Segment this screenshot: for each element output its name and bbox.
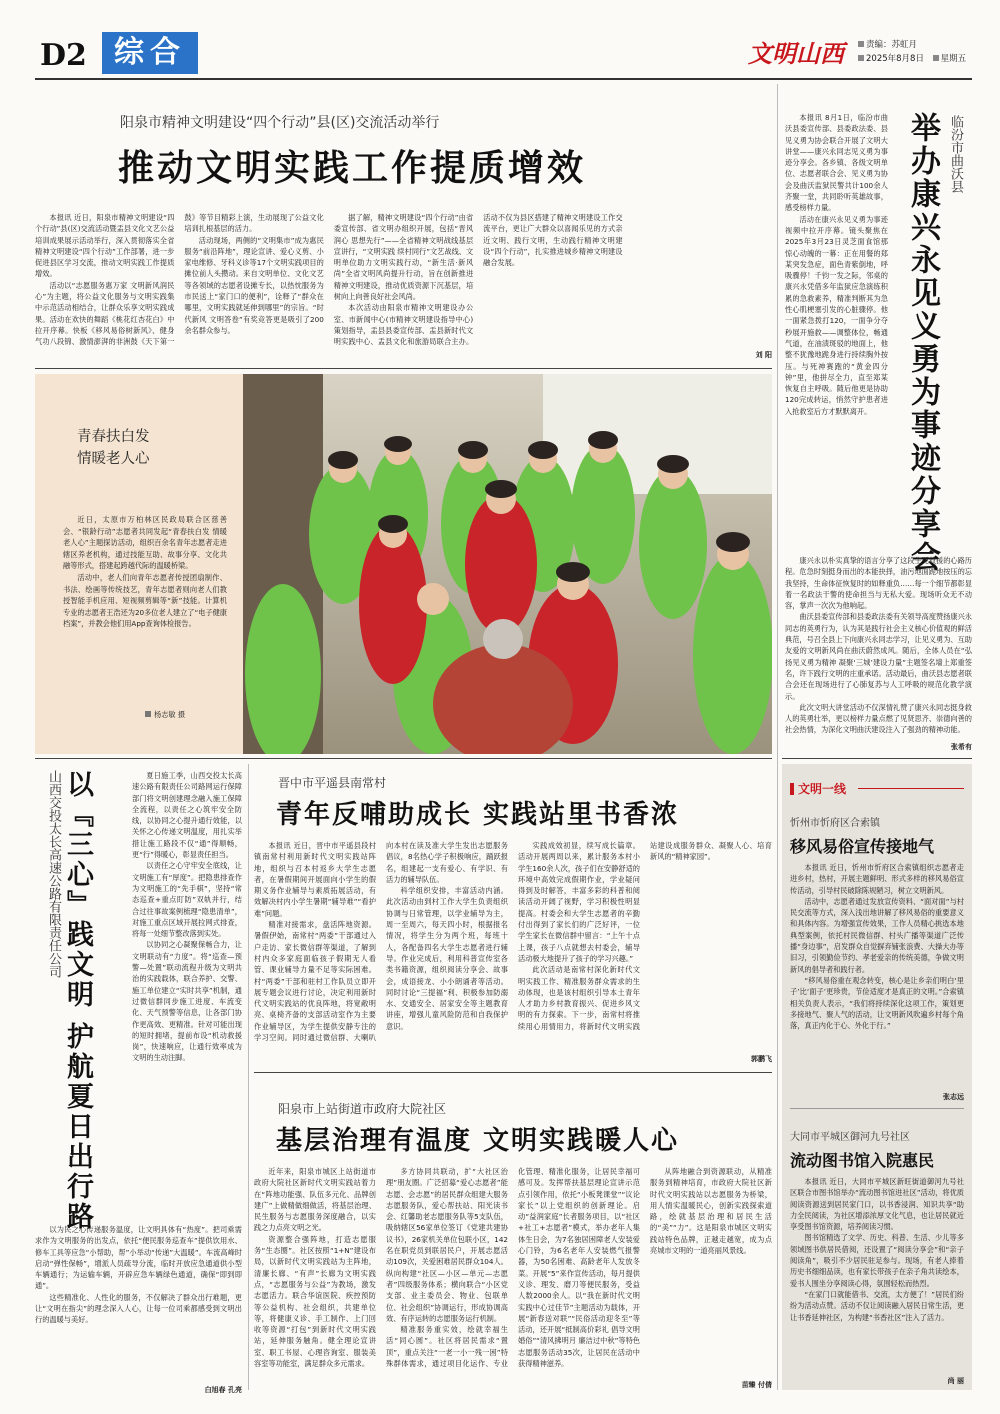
photo-credit: 杨志敏 摄 — [145, 710, 185, 720]
sidebar-paragraph: 本报讯 近日，忻州市忻府区合索镇组织志愿者走进乡村，热村，开展主题鲜明、形式多样的移风易俗宣传活动，引导村民破除陈规陋习，树立文明新风。 — [790, 863, 964, 895]
sidebar-story2-headline: 流动图书馆入院惠民 — [790, 1151, 935, 1170]
photo-caption-box — [35, 374, 243, 754]
article4-headline: 青年反哺助成长 实践站里书香浓 — [276, 800, 680, 830]
article4-paragraph: 科学组织安排，丰富活动内涵。此次活动由到村工作大学生负责组织协调与日常管理，以学业辅导为主，周一至周六，每天四小时，根据报名情况，将学生分为两个班，每班十人，各配备四名大学生志愿者进行辅导。作业完成后，利用科普宣传室各类书籍资源，组织阅读分享会、故事会，成语接龙、小小朗诵者等活动。同时讨论“三提福”利、积极参加防溺水、交通安全、居家安全等主题教育讲座，增强儿童风险防范和自我保护意识。 — [386, 886, 508, 1031]
face — [417, 583, 449, 615]
article3-paragraph: 这些精准化、人性化的服务，不仅解决了群众出行难题，更让“文明在指尖”的理念深入人心，让每一位司乘都感受到文明出行的温暖与美好。 — [35, 1292, 242, 1325]
caption-paragraph: 活动中，老人们向青年志愿者传授团扇制作、书法、绘画等传统技艺，青年志愿者则向老人们教授智能手机应用、短视频剪辑等“新”技能。计算机专业的志愿者王浩还为20多位老人建立了“电子健康档案”，并教会他们用App查询体检报告。 — [63, 572, 227, 629]
page-number: D2 — [40, 38, 87, 73]
volunteer-figure — [693, 554, 772, 754]
sidebar-story2-kicker: 大同市平城区御河九号社区 — [790, 1132, 910, 1143]
photo-caption-text — [63, 514, 227, 630]
volunteer-figure — [571, 444, 635, 584]
hair-shape — [384, 436, 412, 452]
article2-bottom-rule — [782, 758, 972, 759]
article3-paragraph: 以为民之心传递服务温度，让文明具体有“热度”。把司乘需求作为文明服务的出发点，依托“便民服务巡查车”提供饮用水、修车工具等应急“小帮助，帮”小举动“传递”大温暖”。车流高峰时启动“弹性保畅”，增派人员疏导分流，临时开放应急通道供小型车辆通行；为运输车辆，开辟应急车辆绿色通道，确保“即到即通”。 — [35, 1225, 242, 1291]
article5-paragraph: 多方协同共联动，扩“大社区治理”朋友圈。广泛招募“爱心志愿者”能志愿、会志愿”的居民群众组建大服务志愿服务队，爱心帮扶站、阳光读书会、红馨助老志愿服务队等5支队伍，吸纳辖区56家单位签订《党建共建协议书》，26家机关单位包联小区，142名在职党员到联居民户，开展志愿活动109次，关爱困难居民群众104人。纵向构建“社区—小区—单元—志愿者”四级服务体系；横向联合“小区党支部、业主委员会、物业、包联单位、社会组织”协调运行，形成协调高效、有序运转的志愿服务运行机制。 — [386, 1167, 508, 1323]
article5-paragraph: 近年来，阳泉市城区上站街道市政府大院社区新时代文明实践站着力在“阵地功能强、队伍多元化、品牌创建广”上做精做细做活，将基层治理、民生服务与志愿服务深度融合，以实践之力点亮文明之光。 — [254, 1167, 376, 1233]
hair-shape — [328, 451, 358, 469]
hair-shape — [556, 562, 590, 582]
sidebar-paragraph: “在家门口就能借书、交流，太方便了！”居民们纷纷为活动点赞。活动不仅让阅读融入居民日常生活，更让书香延伸社区，为构建“书香社区”注入了活力。 — [790, 1289, 964, 1322]
square-icon — [858, 41, 864, 47]
hair-shape — [716, 532, 750, 552]
hair-shape — [485, 480, 517, 498]
article5-headline: 基层治理有温度 文明实践暖人心 — [276, 1126, 680, 1156]
article4-paragraph: 精准对接需求，盘活阵地资源。暑假伊始，南常村“两委”干部通过入户走访、家长微信群等渠道，了解到村内众多家庭面临孩子假期无人看管、课业辅导力量不足等实际困难。村“两委”干部和驻村工作队员立即开展专题会议进行讨论，决定利用新时代文明实践站的优良阵地，将宽敞明亮、桌椅齐备的支部活动室作为主要作业辅导区，为学生提供安静专注的学习空间。同时通过微信群、大喇叭向本村在读及准大学生发出志愿服务倡议，8名热心学子积极响应，踊跃报名，组建起一支有爱心、有学识、有活力的辅导队伍。 — [254, 841, 508, 1043]
article1-byline: 刘 阳 — [755, 351, 772, 359]
caption-title-line: 情暖老人心 — [77, 451, 150, 467]
article1-paragraph: 活动以“志愿服务惠万家 文明新风润民心”为主题，将公益文化服务与文明实践集中示范活动相结合，让群众乐享文明实践成果。活动在欢快的舞蹈《桃花红杏花白》中拉开序幕。快板《移风易俗树新风》、健身气功八段锦、激情澎湃的非洲鼓《天下第一鼓》等节目精彩上演，生动展现了公益文化培训扎根基层的活力。 — [35, 213, 324, 347]
article2-paragraph: 康兴永以朴实真挚的语言分享了这段生死救援的心路历程。危急时刻挺身而出的本能抉择，油污地面跪地按压的忘我坚持，生命体征恢复时的如释重负……每一个细节都彰显着一名政法干警的使命担当与无私大爱。现场听众无不动容，掌声一次次为他响起。 — [785, 556, 972, 611]
paper-logo: 文明山西 — [748, 39, 844, 68]
volunteer-figure — [639, 469, 707, 619]
hair-shape — [588, 431, 618, 449]
article3-body-bottom — [35, 1224, 242, 1382]
article3-paragraph: 以责任之心守牢安全底线，让文明施工有“厚度”。把隐患排查作为文明施工的“先手棋”，坚持“常态巡查+重点盯防”双轨并行，结合过往事故案例梳理“隐患清单”，对施工重点区域开展拉网式排查，将每一处细节整改落到实处。 — [132, 861, 242, 939]
article3-paragraph: 以协同之心凝聚保畅合力，让文明联动有“力度”。将“巡查—预警—处置”联动流程升级为文明共治的实践载体，联合养护、交警、施工单位建立“实时共享”机制，通过微信群同步施工进度、车流变化、天气预警等信息，让各部门协作更高效、更精准。针对可能出现的短时拥堵，提前布设“机动救援岗”，快速响应，让通行效率成为文明的生动注脚。 — [132, 940, 242, 1063]
article5-paragraph: 资源整合强阵地，打造志愿服务“生态圈”。社区按照“1+N”建设布局，以新时代文明实践站为主阵地，清廉长廊、“有声”长廊为文明实践点，“志愿服务与公益”为教场，激发志愿活力。联合华谊医院、疾控预防等公益机构、社会组织，共建单位等，将健康义诊、手工制作、上门回收等资源“打包”到新时代文明实践站，延伸服务触角。健全理论宣讲室、职工书屋、心理咨询室、服装美容室等功能室，满足群众多元需求。 — [254, 1234, 376, 1369]
sidebar-story1-headline: 移风易俗宣传接地气 — [790, 837, 935, 856]
article1-body — [35, 212, 772, 352]
article4-bottom-rule — [254, 1072, 772, 1073]
hair-shape — [657, 455, 689, 473]
section-label: 综合 — [102, 32, 198, 74]
sidebar-divider — [790, 1108, 964, 1109]
article4-byline: 郭鹏飞 — [751, 1055, 772, 1063]
article2-paragraph: 本报讯 8月1日，临汾市曲沃县委宣传部、县委政法委、县见义勇为协会联合开展了文明大讲堂——康兴永同志见义勇为事迹分享会。各乡镇、各级文明单位、志愿者联合会、见义勇为协会及曲沃监狱民警共计100余人齐聚一堂，共同聆听英雄故事，感受榜样力量。 — [785, 113, 888, 213]
article4-paragraph: 实践成效初显，续写成长篇章。活动开展两周以来，累计服务本村小学生160余人次，孩子们在安静舒适的环境中高效完成假期作业，学业疑问得到及时解答，丰富多彩的科普和阅读活动开阔了视野，学习积极性明显提高。村委会和大学生志愿者的辛勤付出得到了家长们的广泛好评，一位学生家长在微信群中留言：“上午十点上课，孩子八点就想去村委会，辅导活动极大地提升了孩子的学习兴趣。” — [518, 841, 640, 963]
square-icon — [145, 711, 151, 717]
caption-title-line: 青春扶白发 — [77, 429, 150, 445]
photo-caption-title — [77, 426, 150, 470]
photo-bottom-rule — [35, 758, 772, 759]
article1-paragraph: 据了解，精神文明建设“四个行动”由省委宣传部、省文明办组织开展，包括“晋风润心 思想先行”——全省精神文明战线基层宣讲行，“文明实践 续村同行”文艺战线、文明单位助力文明实践行动，“新生活·新风尚”全省文明风尚提升行动，旨在创新推进精神文明建设，推动优质资源下沉基层，培树向上向善良好社会风尚。 — [333, 213, 474, 302]
article2-body-bottom — [785, 555, 972, 740]
hair-shape — [528, 441, 558, 459]
article2-paragraph: 此次文明大讲堂活动不仅深情礼赞了康兴永同志挺身救人的英勇壮举，更以榜样力量点燃了见贤思齐、崇德向善的社会热情，为深化文明曲沃建设注入了强劲的精神动能。 — [785, 702, 972, 735]
red-bar-icon — [790, 783, 794, 795]
article1-paragraph: 活动现场，两侧的“文明集市”成为惠民服务“前沿阵地”，理论宣讲、爱心义剪、小家电维修、牙科义诊等17个文明实践项目的摊位前人头攒动。来自文明单位、文化文艺等各领域的志愿者设摊专长，以热忱服务为市民送上“家门口的便利”，诠释了“群众在哪里，文明实践就延伸到哪里”的宗旨。“时代新风 文明答卷”有奖竞答更是吸引了200余名群众参与。 — [184, 235, 324, 335]
article2-body-top — [785, 112, 888, 552]
article1-paragraph: 本报讯 近日，阳泉市精神文明建设“四个行动”县(区)交流活动暨盂县文化文艺公益培训成果展示活动举行，深入贯彻落实全省精神文明建设“四个行动”工作部署，进一步促进县区学习交流，推动文明实践工作提质增效。 — [35, 213, 175, 279]
article3-body-top — [132, 770, 242, 1220]
sidebar-label-rule — [858, 788, 964, 789]
right-column-divider — [777, 84, 778, 1390]
date-line: 2025年8月8日 星期五 — [858, 52, 966, 64]
caption-paragraph: 近日，太原市万柏林区民政局联合区慈善会、“银龄行动”志愿者共同发起“青春扶白发 情暖老人心”主题探访活动，组织百余名青年志愿者走进辖区养老机构，通过技能互助、故事分享、文化共融等形式，搭建起跨越代际的温暖桥梁。 — [63, 515, 227, 571]
sidebar-story2-body — [790, 1176, 964, 1374]
sidebar-paragraph: 本报讯 近日，大同市平城区新旺街道御河九号社区联合市图书馆举办“流动图书馆进社区”活动，将优质阅读资源送到居民家门口，以书香浸润、知识共享“助力全民阅读，为社区增添浓厚文化气息，也让居民就近享受图书馆资源，培养阅读习惯。 — [790, 1177, 964, 1232]
article3-paragraph: 夏日施工季，山西交投太长高速公路有限责任公司路网运行保障部门将文明创建理念融入施工保障全流程，以责任之心筑牢安全防线，以协同之心提升通行效能，以关怀之心传递文明温度，用扎实举措让施工路段不仅“通”得顺畅，更“行”得暖心，彰显责任担当。 — [132, 771, 242, 860]
article2-paragraph: 曲沃县委宣传部和县委政法委有关领导高度赞扬康兴永同志的英勇行为，认为其是践行社会主义核心价值观的鲜活典范，号召全县上下向康兴永同志学习，让见义勇为、互助友爱的文明新风尚在曲沃蔚然成风。随后，全体人员在“弘扬见义勇为精神 凝聚‘三城’建设力量”主题签名墙上郑重签名，许下践行文明的庄重承诺。活动最后，曲沃县志愿者联合会还在现场进行了心肺复苏与人工呼吸的规范化教学演示。 — [785, 612, 972, 701]
article5-byline: 苗臻 付倩 — [741, 1381, 772, 1389]
article1-kicker: 阳泉市精神文明建设“四个行动”县(区)交流活动举行 — [120, 115, 440, 131]
editor-line: 责编：苏虹月 — [858, 38, 917, 50]
article5-paragraph: 从阵地融合到资源联动，从精准服务到精神培育，市政府大院社区新时代文明实践站以志愿服务为桥梁，用人情实温暖民心，创新实践探索道路，绘就基层治理和居民生活的“美”“力”。这是阳泉市城区文明实践站特色品牌，正越走越宽，成为点亮城市文明的一道亮丽风景线。 — [650, 1167, 772, 1256]
volunteers-photo — [243, 374, 772, 754]
article2-headline: 举办康兴永见义勇为事迹分享会 — [905, 112, 940, 574]
sidebar-story1-kicker: 忻州市忻府区合索镇 — [790, 818, 880, 829]
sidebar-paragraph: “移风易俗重在观念转变，核心是让乡亲们明白‘里子’比‘面子’更珍贵，节俭适度才是真正的文明。”合索镇相关负责人表示，“我们将持续深化这项工作，策划更多接地气、聚人气的活动，让文明新风吹遍乡村每个角落，真正内化于心、外化于行。” — [790, 975, 964, 1031]
article4-body — [254, 840, 772, 1054]
sidebar-paragraph: 图书馆精选了文学、历史、科普、生活、少儿等多领域图书供居民借阅，还设置了“阅读分享会”和“亲子阅读角”，吸引不少居民驻足参与。现场，有老人捧着历史书细细品读，也有家长带孩子在亲子角共读绘本，爱书人围坐分享阅读心得，氛围轻松而热烈。 — [790, 1233, 964, 1288]
square-icon — [858, 55, 864, 61]
article4-paragraph: 本报讯 近日，晋中市平遥县段村镇南常村利用新时代文明实践站阵地，组织与召本村返乡大学生志愿者，在暑假期间开展面向小学生的假期义务作业辅导与素质拓展活动，有效解决村内小学生暑期“辅导难”“看护难”问题。 — [254, 841, 376, 918]
sidebar-story1-body — [790, 862, 964, 1090]
hair-shape — [458, 441, 488, 459]
sidebar-label: 文明一线 — [790, 780, 846, 797]
elderly-head — [483, 619, 523, 659]
sidebar-story2-byline: 尚 丽 — [947, 1377, 964, 1385]
square-icon — [933, 55, 939, 61]
article1-bottom-rule — [35, 368, 772, 369]
article3-byline: 白旭春 孔亮 — [204, 1386, 242, 1394]
article4-kicker: 晋中市平遥县南常村 — [278, 776, 387, 790]
article1-headline: 推动文明实践工作提质增效 — [118, 148, 587, 189]
hair-shape — [378, 515, 408, 533]
sidebar-story1-byline: 张志远 — [943, 1093, 964, 1101]
left-column-divider — [248, 764, 249, 1390]
article3-kicker: 山西交投太长高速公路有限责任公司 — [46, 770, 61, 978]
article1-paragraph: 本次活动由阳泉市精神文明建设办公室、市新闻中心(市精神文明建设指导中心)策划指导，盂县县委宣传部、盂县新时代文明实践中心、盂县文化和旅游局联合主办。活动不仅为县区搭建了精神文明建设工作交流平台，更让广大群众以喜闻乐见的方式亲近文明、践行文明，生动践行精神文明建设“四个行动”，扎实推进城乡精神文明建设融合发展。 — [333, 213, 623, 347]
sidebar-paragraph: 活动中，志愿者通过发放宣传资料、“面对面”与村民交流等方式，深入浅出地讲解了移风易俗的重要意义和具体内容。为增强宣传效果，工作人员精心挑选本地典型案例，依托村民微信群、村头广播等渠道广泛传播“身边事”，启发群众自觉摒弃铺张浪费、大操大办等旧习，引领勤俭节约、孝老爱亲的传统美德，争做文明新风的倡导者和践行者。 — [790, 896, 964, 974]
article5-paragraph: 精准服务重实效，绘就幸福生活“同心圆”。社区将居民需求“置顶”，重点关注“一老一小一残一困”特殊群体需求，通过项目化运作、专业化管理、精准化服务，让居民幸福可感可及。发挥帮扶基层理论宣讲示范点引领作用，依托“小板凳课堂”“议论家长”以上党组织的创新理论。启动“益润家庭”长者服务项目，以“社区+社工+志愿者”模式，举办老年人集体生日会，为7名独居困障老人安装爱心门铃，为6名老年人安装燃气报警器，为50名困难、高龄老年人发放冬菜。开展“5”来作宣传活动，每月提供义诊、理发、磨刀等便民服务，受益人数2000余人。以“我在新时代文明实践中心过佳节”主题活动为载体，开展“新春送对联”“民俗活动迎冬至”等活动，还开展“抵制高价彩礼 倡导文明婚俗”“清风拂明月 廉洁过中秋”等特色志愿服务活动35次，让居民在活动中获得精神滋养。 — [386, 1167, 640, 1369]
masthead-rule — [35, 78, 972, 80]
article5-body — [254, 1166, 772, 1378]
article2-paragraph: 活动在康兴永见义勇为事迹视频中拉开序幕。镜头聚焦在2025年3月23日灵芝面食馆那惊心动魄的一幕：正在用餐的郑某突发急症，面色青紫倒地，呼吸骤停！千钧一发之际，邻桌的康兴永凭借多年监狱应急演练积累的急救素养，精准判断其为急性心肌梗塞引发的心脏骤停。他一面紧急拨打120，一面争分夺秒展开施救——调整体位，畅通气道，在油渍斑驳的地面上，他整不犹豫地跪身进行持续胸外按压。与死神赛跑的“黄金四分钟”里，他拼尽全力，直至郑某恢复自主呼吸。随后他更是协助120完成转运，悄然守护患者进入抢救室后方才默默离开。 — [785, 214, 888, 416]
red-vest-figure — [465, 494, 537, 634]
article5-kicker: 阳泉市上站街道市政府大院社区 — [278, 1102, 447, 1116]
article3-headline: 以『三心』践文明 护航夏日出行路 — [62, 770, 93, 1233]
article2-byline: 张希有 — [951, 743, 972, 751]
article4-paragraph: 此次活动是南常村深化新时代文明实践工作、精准服务群众需求的生动体现，也是该村组织引导本土青年人才助力乡村教育振兴、促进乡风文明的有力探索。下一步，南常村将推续用心用情用力，将新时代文明实践站建设成服务群众、凝聚人心、培育新风的“精神家园”。 — [518, 841, 772, 1031]
article2-kicker: 临汾市曲沃县 — [948, 115, 963, 193]
sidebar-box — [782, 764, 972, 1390]
